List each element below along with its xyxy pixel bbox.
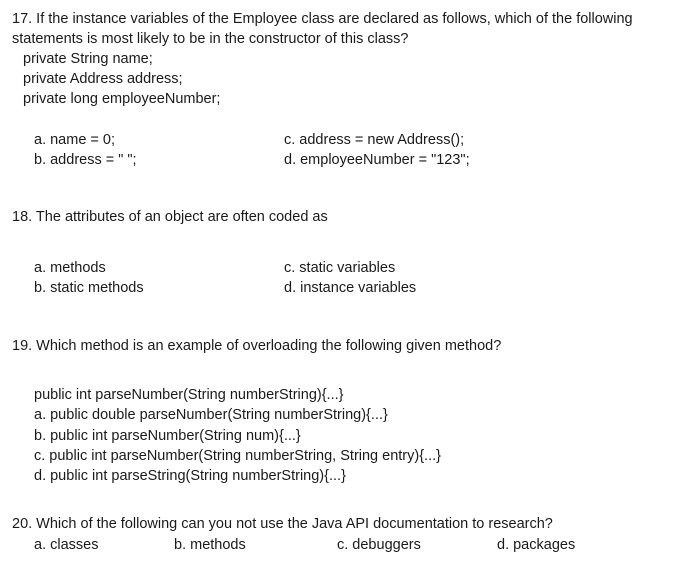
q18-option-c: c. static variables bbox=[284, 260, 396, 276]
q18-option-d: d. instance variables bbox=[284, 280, 417, 296]
q18-option-a: a. methods bbox=[34, 260, 106, 276]
q17-option-d: d. employeeNumber = "123"; bbox=[284, 152, 470, 168]
q17-option-b: b. address = " "; bbox=[34, 152, 137, 168]
q19-option-c: c. public int parseNumber(String numberString, String entry){...} bbox=[34, 448, 441, 464]
q17-option-c: c. address = new Address(); bbox=[284, 132, 465, 148]
q19-stem: 19. Which method is an example of overloading the following given method? bbox=[12, 338, 502, 354]
q19-option-d: d. public int parseString(String numberString){...} bbox=[34, 468, 346, 484]
q17-code-line: private String name; bbox=[23, 51, 153, 67]
q20-option-d: d. packages bbox=[497, 537, 576, 553]
q17-code-line: private Address address; bbox=[23, 71, 183, 87]
q17-stem-line2: statements is most likely to be in the constructor of this class? bbox=[12, 31, 409, 47]
q18-option-b: b. static methods bbox=[34, 280, 144, 296]
q20-option-b: b. methods bbox=[174, 537, 246, 553]
q17-code-line: private long employeeNumber; bbox=[23, 91, 221, 107]
q17-option-a: a. name = 0; bbox=[34, 132, 116, 148]
q20-stem: 20. Which of the following can you not use the Java API documentation to research? bbox=[12, 516, 553, 532]
q20-option-c: c. debuggers bbox=[337, 537, 421, 553]
q19-option-a: a. public double parseNumber(String numberString){...} bbox=[34, 407, 388, 423]
q17-stem-line1: 17. If the instance variables of the Employee class are declared as follows, which of the following bbox=[12, 11, 633, 27]
q19-option-b: b. public int parseNumber(String num){...} bbox=[34, 428, 301, 444]
q19-given-method: public int parseNumber(String numberString){...} bbox=[34, 387, 344, 403]
q18-stem: 18. The attributes of an object are often coded as bbox=[12, 209, 328, 225]
q20-option-a: a. classes bbox=[34, 537, 99, 553]
